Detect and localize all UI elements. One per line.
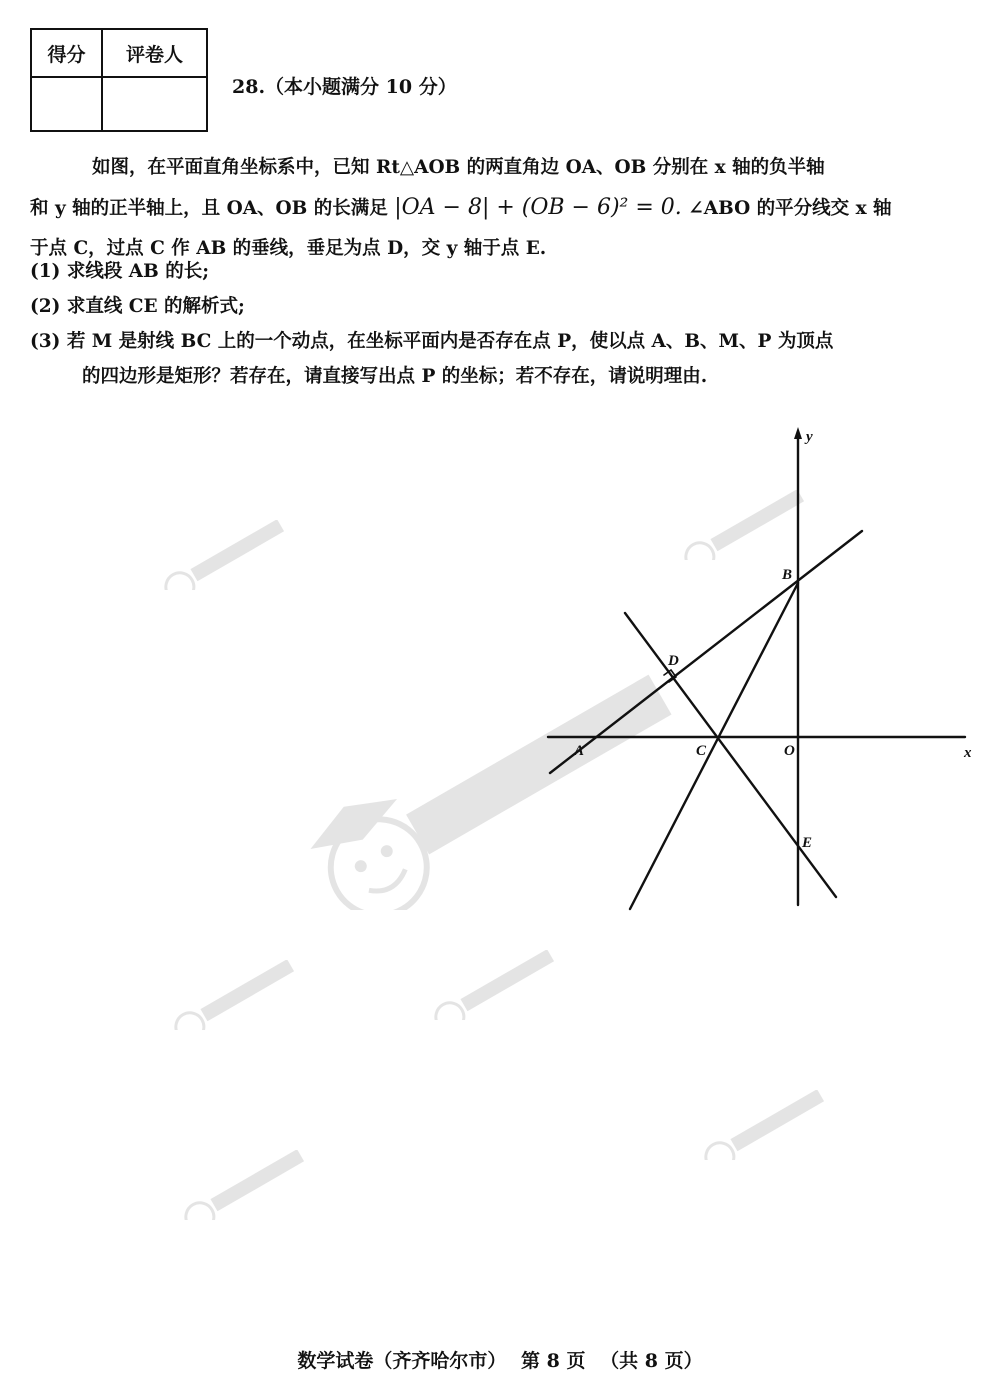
sub-questions xyxy=(30,254,990,394)
score-label: 得分 xyxy=(31,29,102,77)
line-bc xyxy=(630,583,798,909)
stem-line-3: 于点 C，过点 C 作 AB 的垂线，垂足为点 D，交 y 轴于点 E. xyxy=(30,238,547,259)
point-e-label: E xyxy=(802,835,813,851)
coordinate-figure xyxy=(540,425,980,925)
score-cell xyxy=(31,77,102,131)
x-axis-label: x xyxy=(964,745,972,761)
watermark-small-icon xyxy=(170,1150,320,1220)
question-stem xyxy=(30,148,980,269)
point-d-label: D xyxy=(668,653,679,669)
sub-question-1: (1) 求线段 AB 的长; xyxy=(30,261,210,282)
footer-subject: 数学试卷（齐齐哈尔市） xyxy=(297,1350,507,1372)
page-footer xyxy=(0,1346,1000,1373)
watermark-small-icon xyxy=(160,960,310,1030)
score-box xyxy=(30,28,208,132)
sub-question-2: (2) 求直线 CE 的解析式; xyxy=(30,296,245,317)
point-c-label: C xyxy=(696,743,707,759)
point-b-label: B xyxy=(782,567,793,583)
footer-total: （共 8 页） xyxy=(600,1350,703,1372)
watermark-small-icon xyxy=(150,520,300,590)
watermark-small-icon xyxy=(690,1090,840,1160)
stem-line-2b: ∠ABO 的平分线交 x 轴 xyxy=(688,198,892,219)
sub-question-3-cont: 的四边形是矩形？若存在，请直接写出点 P 的坐标；若不存在，请说明理由. xyxy=(82,366,708,387)
sub-question-3: (3) 若 M 是射线 BC 上的一个动点，在坐标平面内是否存在点 P，使以点 A、B、M、P 为顶点 xyxy=(30,331,834,352)
grader-cell xyxy=(102,77,207,131)
point-a-label: A xyxy=(574,743,585,759)
point-o-label: O xyxy=(784,743,795,759)
stem-line-1: 如图，在平面直角坐标系中，已知 Rt△AOB 的两直角边 OA、OB 分别在 x 轴的负半轴 xyxy=(92,157,825,178)
watermark-small-icon xyxy=(420,950,570,1020)
line-ce xyxy=(625,613,836,897)
stem-line-2a: 和 y 轴的正半轴上，且 OA、OB 的长满足 xyxy=(30,198,388,219)
stem-line-2 xyxy=(30,188,980,229)
grader-label: 评卷人 xyxy=(102,29,207,77)
y-axis-label: y xyxy=(806,429,813,445)
condition-formula: |OA − 8| + (OB − 6)² = 0. xyxy=(394,195,682,220)
question-title: 28.（本小题满分 10 分） xyxy=(232,76,457,98)
footer-page: 第 8 页 xyxy=(521,1350,586,1372)
